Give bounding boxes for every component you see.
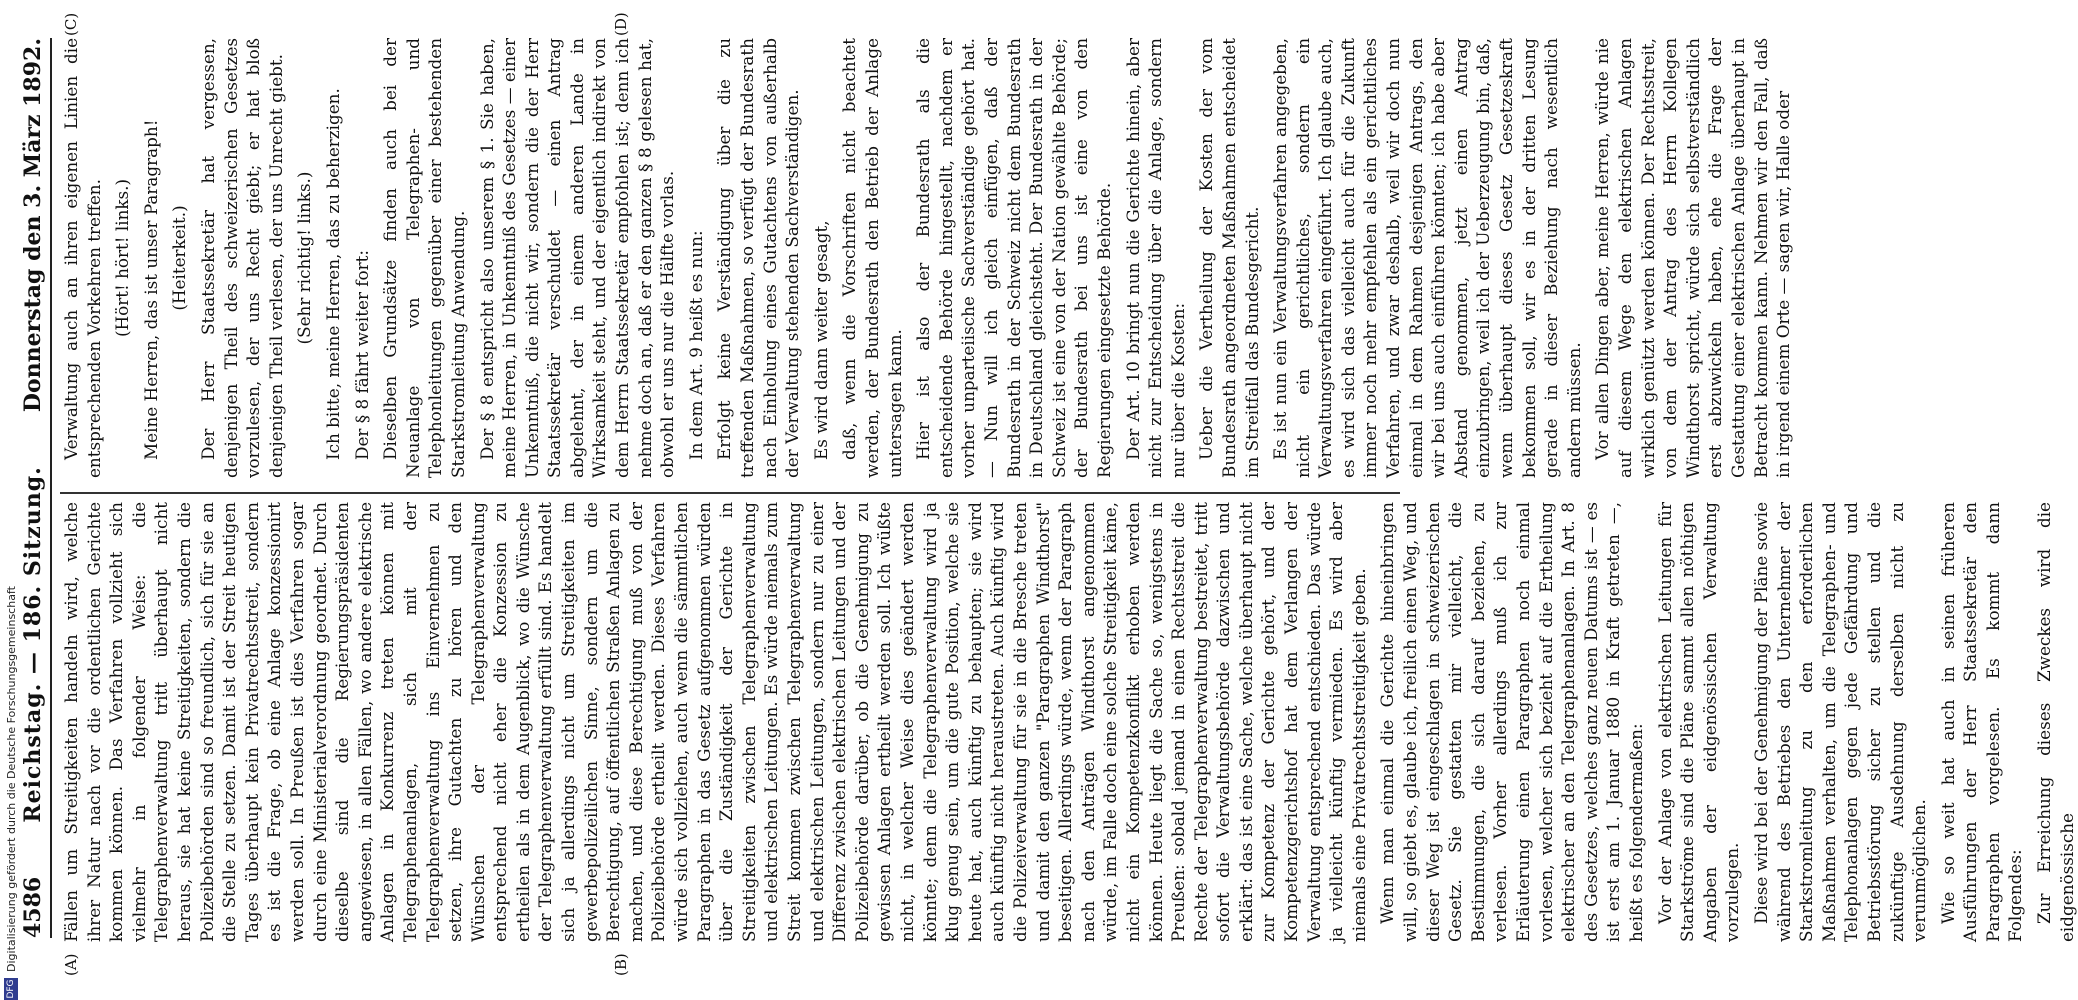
margin-label-a: (A) bbox=[62, 953, 80, 976]
margin-label-c: (C) bbox=[62, 12, 80, 36]
footer bbox=[0, 580, 22, 1000]
paragraph: Der Herr Staatssekretär hat vergessen, denjenigen Theil des schweizerischen Gesetzes vorzulesen, der uns Recht giebt; er hat bloß denjenigen Theil verlesen, der uns Unrecht giebt. bbox=[197, 38, 286, 478]
quote-paragraph: Verwaltung auch an ihren eigenen Linien die entsprechenden Vorkehren treffen. bbox=[61, 38, 104, 478]
margin-label-d: (D) bbox=[612, 12, 630, 36]
paragraph: Ich bitte, meine Herren, das zu beherzigen. bbox=[322, 88, 343, 460]
quote-paragraph: Zur Erreichung dieses Zweckes wird die eidgenössische bbox=[2034, 502, 2077, 942]
session-title: Reichstag. — 186. Sitzung. bbox=[20, 466, 46, 823]
paragraph: Fällen um Streitigkeiten handeln wird, welche ihrer Natur nach vor die ordentlichen Gerichte kommen können. Das Verfahren vollzieht sich vielmehr in folgender Weise: die Telegraphenverwaltung tritt überhaupt nicht heraus, sie hat keine Streitigkeiten, sondern die Polizeibehörden sind so freundlich, sich für sie an die Stelle zu setzen. Damit ist der Streit heutigen Tages überhaupt kein Privatrechtsstreit, sondern es ist die Frage, ob eine Anlage konzessionirt werden soll. In Preußen ist dies Verfahren sogar durch eine Ministerialverordnung geordnet. Durch dieselbe sind die Regierungspräsidenten angewiesen, in allen Fällen, wo andere elektrische Anlagen in Konkurrenz treten können mit Telegraphenanlagen, sich mit der Telegraphenverwaltung ins Einvernehmen zu setzen, ihre Gutachten zu hören und den Wünschen der Telegraphenverwaltung entsprechend nicht eher die Konzession zu ertheilen als in dem Augenblick, wo die Wünsche der Telegraphenverwaltung erfüllt sind. Es handelt sich ja allerdings nicht um Streitigkeiten im gewerbepolizeilichen Sinne, sondern um die Berechtigung, auf öffentlichen Straßen Anlagen zu machen, und diese Berechtigung muß von der Polizeibehörde ertheilt werden. Dieses Verfahren würde sich vollziehen, auch wenn die sämmtlichen Paragraphen in das Gesetz aufgenommen würden über die Zuständigkeit der Gerichte in Streitigkeiten zwischen Telegraphenverwaltung und elektrischen Leitungen. Es würde niemals zum Streit kommen zwischen Telegraphenverwaltung und elektrischen Leitungen, sondern nur zu einer Differenz zwischen elektrischen Leitungen und der Polizeibehörde darüber, ob die Genehmigung zu gewissen Anlagen ertheilt werden soll. Ich wüßte nicht, in welcher Weise dies geändert werden könnte; denn die Telegraphenverwaltung wird ja klug genug sein, um die gute Position, welche sie heute hat, auch künftig zu behaupten; sie wird auch künftig nicht heraustreten. Auch künftig wird die Polizeiverwaltung für sie in die Bresche treten und damit den ganzen "Paragraphen Windthorst" beseitigen. Allerdings würde, wenn der Paragraph nach den Anträgen Windthorst angenommen würde, im Falle doch eine solche Streitigkeit käme, nicht ein Kompetenzkonflikt erhoben werden können. Heute liegt die Sache so, wenigstens in Preußen: sobald jemand in einen Rechtsstreit die Rechte der Telegraphenverwaltung bestreitet, tritt sofort die Verwaltungsbehörde dazwischen und erklärt: das ist eine Sache, welche überhaupt nicht zur Kompetenz der Gerichte gehört, und der Kompetenzgerichtshof hat dem Verlangen der Verwaltung entsprechend entschieden. Das würde ja vielleicht künftig vermieden. Es wird aber niemals eine Privatrechtsstreitigkeit geben. bbox=[61, 502, 1369, 942]
paragraph: Der Art. 10 bringt nun die Gerichte hinein, aber nicht zur Entscheidung über die Anlage, sondern nur über die Kosten: bbox=[1122, 38, 1188, 478]
session-date: Donnerstag den 3. März 1892. bbox=[20, 38, 46, 413]
paragraph: Vor allen Dingen aber, meine Herren, würde nie auf diesem Wege den elektrischen Anlagen wirklich genützt werden können. Der Rechtsstreit, von dem der Antrag des Herrn Kollegen Windthorst spricht, würde sich selbstverständlich erst abzuwickeln haben, ehe die Frage der Gestattung einer elektrischen Anlage überhaupt in Betracht kommen kann. Nehmen wir den Fall, daß in irgend einem Orte — sagen wir, Halle oder bbox=[1592, 38, 1794, 478]
quote-paragraph: Diese wird bei der Genehmigung der Pläne sowie während des Betriebes den Unternehmer der Starkstromleitung zu den erforderlichen Maßnahmen verhalten, um die Telegraphen- und Telephonanlagen gegen jede Gefährdung und Betriebsstörung sicher zu stellen und die zukünftige Ausdehnung derselben nicht zu verunmöglichen. bbox=[1750, 502, 1930, 942]
page-number: 4586 bbox=[20, 876, 46, 938]
interjection: (Sehr richtig! links.) bbox=[294, 171, 315, 345]
newspaper-page bbox=[12, 12, 2077, 978]
paragraph: Es ist nun ein Verwaltungsverfahren angegeben, nicht ein gerichtliches, sondern ein Verwaltungsverfahren eingeführt. Ich glaube auch, es wird sich das vielleicht auch für die Zukunft immer noch mehr empfehlen als ein gerichtliches Verfahren, und zwar deshalb, weil wir doch nun einmal in dem Rahmen desjenigen Antrags, den wir bei uns auch einführen könnten; ich habe aber Abstand genommen, jetzt einen Antrag einzubringen, weil ich der Ueberzeugung bin, daß, wenn überhaupt dieses Gesetz Gesetzeskraft bekommen soll, wir es in der dritten Lesung gerade in dieser Beziehung nach wesentlich andern müssen. bbox=[1270, 38, 1584, 478]
left-column bbox=[60, 502, 2077, 942]
quote-paragraph: daß, wenn die Vorschriften nicht beachtet werden, der Bundesrath den Betrieb der Anlage untersagen kann. bbox=[839, 38, 905, 478]
column-divider bbox=[60, 492, 1400, 494]
paragraph: In dem Art. 9 heißt es nun: bbox=[685, 230, 706, 460]
interjection: (Heiterkeit.) bbox=[169, 205, 190, 311]
margin-label-b: (B) bbox=[612, 953, 630, 976]
quote-paragraph: Vor der Anlage von elektrischen Leitungen für Starkströme sind die Pläne sammt allen nöthigen Angaben der eidgenössischen Verwaltung vorzulegen. bbox=[1654, 502, 1743, 942]
paragraph: Es wird dann weiter gesagt, bbox=[810, 220, 831, 460]
paragraph: Meine Herren, das ist unser Paragraph! bbox=[140, 119, 161, 460]
dfg-logo: DFG bbox=[6, 979, 16, 999]
right-column bbox=[60, 38, 1794, 478]
paragraph: Der § 8 fährt weiter fort: bbox=[351, 249, 372, 460]
interjection: (Hört! hört! links.) bbox=[112, 178, 133, 338]
paragraph: Der § 8 entspricht also unserem § 1. Sie haben, meine Herren, in Unkenntniß des Gesetzes — einer Unkenntniß, die nicht wir, sondern die der Herr Staatssekretär verschuldet — einen Antrag abgelehnt, der in einem anderen Lande in Wirksamkeit steht, und der eigentlich indirekt von dem Herrn Staatssekretär empfohlen ist; denn ich nehme doch an, daß er den ganzen § 8 gelesen hat, obwohl er uns nur die Hälfte vorlas. bbox=[476, 38, 678, 478]
quote-paragraph: Erfolgt keine Verständigung über die zu treffenden Maßnahmen, so verfügt der Bundesrath nach Einholung eines Gutachtens von außerhalb der Verwaltung stehenden Sachverständigen. bbox=[714, 38, 803, 478]
paragraph: Wenn man einmal die Gerichte hineinbringen will, so giebt es, glaube ich, freilich einen Weg, und dieser Weg ist eingeschlagen in schweizerischen Gesetz. Sie gestatten mir vielleicht, die Bestimmungen, die sich darauf beziehen, zu verlesen. Vorher allerdings muß ich zur Erläuterung einen Paragraphen noch einmal vorlesen, welcher sich bezieht auf die Ertheilung elektrischer an den Telegraphenanlagen. In Art. 8 des Gesetzes, welches ganz neuen Datums ist — es ist erst am 1. Januar 1880 in Kraft getreten —, heißt es folgendermaßen: bbox=[1377, 502, 1646, 942]
footer-text: Digitalisierung gefördert durch die Deutsche Forschungsgemeinschaft bbox=[4, 586, 18, 972]
paragraph: Wie so weit hat auch in seinen früheren Ausführungen der Herr Staatssekretär den Paragraphen vorgelesen. Es kommt dann Folgendes: bbox=[1937, 502, 2026, 942]
quote-paragraph: Ueber die Vertheilung der Kosten der vom Bundesrath angeordneten Maßnahmen entscheidet im Streitfall das Bundesgericht. bbox=[1196, 38, 1262, 478]
quote-paragraph: Dieselben Grundsätze finden auch bei der Neuanlage von Telegraphen- und Telephonleitungen gegenüber einer bestehenden Starkstromleitung Anwendung. bbox=[380, 38, 468, 478]
paragraph: Hier ist also der Bundesrath als die entscheidende Behörde hingestellt, nachdem er vorher unparteiische Sachverständige gehört hat. — Nun will ich gleich einfügen, daß der Bundesrath in der Schweiz nicht dem Bundesrath in Deutschland gleichsteht. Der Bundesrath in der Schweiz ist eine von der Nation gewählte Behörde; der Bundesrath bei uns ist eine von den Regierungen eingesetzte Behörde. bbox=[913, 38, 1114, 478]
